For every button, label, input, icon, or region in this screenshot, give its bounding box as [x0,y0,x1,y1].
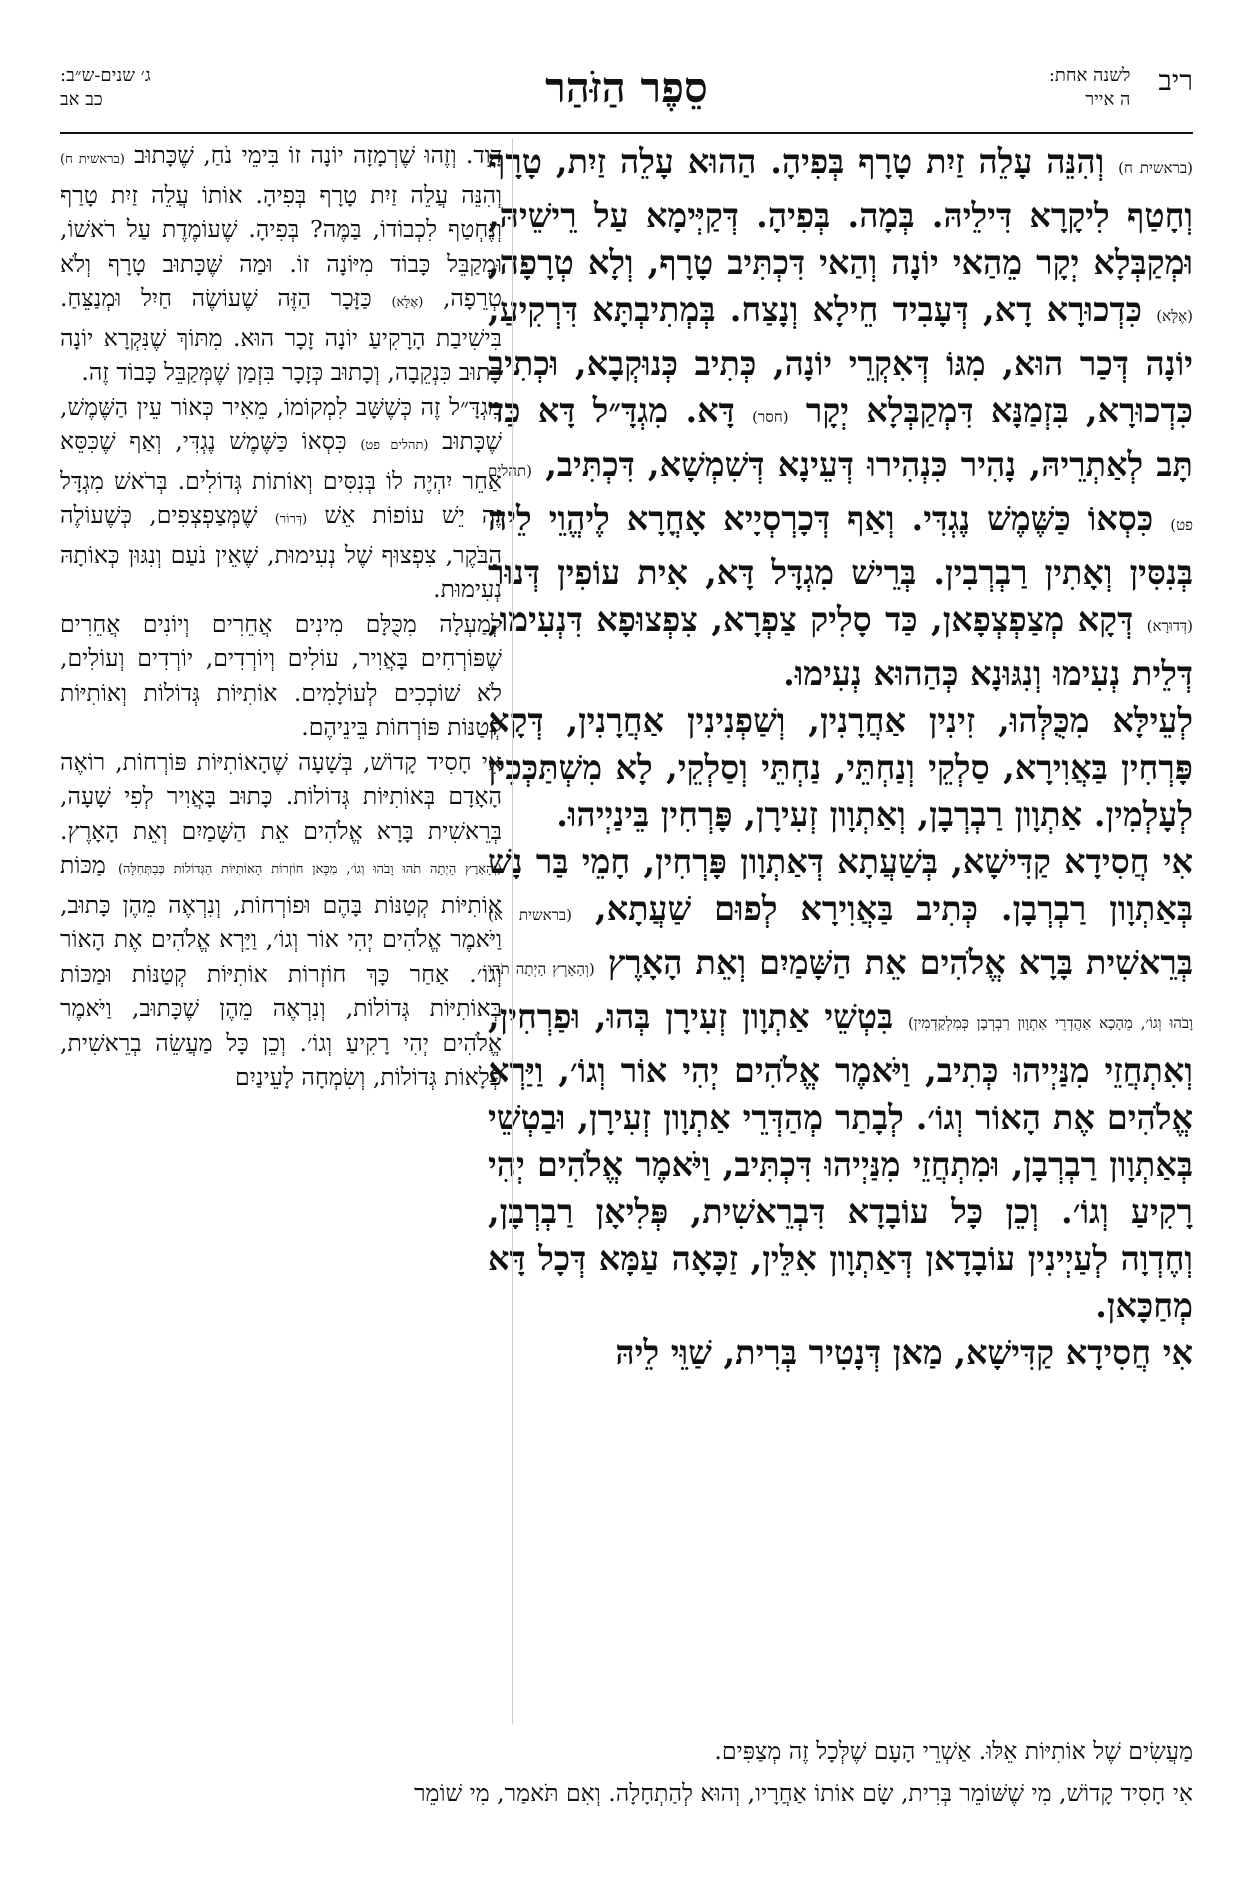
main-text: אִי חֲסִידָא קַדִּישָׁא, בְּשַׁעֲתָא דְּאַתְוָון פָּרְחִין, חָמֵי בַּר נָשׁ בְּאַתְוָון רַבְרְבָן. כְּתִיב בַּאֲוִירָא לְפוּם שַׁעֲתָא, [488,842,1193,928]
verse-reference: (חסר) [752,408,789,426]
section-name: ג׳ שנים-ש״ב: [60,65,151,86]
page-header [60,60,1193,132]
verse-reference: (תהלים פט) [488,462,1193,534]
verse-reference: (אֶלָּא) [391,295,424,310]
main-paragraph-1 [488,138,1193,697]
side-text: כַּזָּכָר הַזֶּה שֶׁעוֹשֶׂה חַיִל וּמְנַצֵּחַ. בִּישִׁיבַת הָרָקִיעַ יוֹנָה זָכָר הוּא. מִתּוֹךְ שֶׁנִּקְרָא יוֹנָה כָּתוּב כִּנְקֵבָה, וְכָתוּב כְּזָכָר בִּזְמַן שֶׁמְּקַבֵּל כָּבוֹד זֶה. [60,284,502,386]
daily-date: ה אייר [1085,89,1131,110]
verse-reference: (דְּדוּרָא) [1146,617,1193,635]
bottom-continuation [60,1730,1193,1814]
main-text: כִּדְכוּרָא דָא, דְּעָבִיד חֵילָא וְנָצַח. בְּמְתִיבְתָּא דִּרְקִיעַ, יוֹנָה דְּכַר הוּא, מִגּוֹ דְּאִקְרֵי יוֹנָה, כְּתִיב כְּנוּקְבָא, וּכְתִיב כִּדְכוּרָא, בִּזְמַנָּא דִּמְקַבְּלָא יְקָר [488,290,1193,430]
main-paragraph-3 [488,838,1193,1329]
main-text: בִּטְשֵׁי אַתְוָון זְעִירָן בְּהוּ, וּפַרְחִין, וְאִתְחֲזֵי מִנַּיְיהוּ כְּתִיב, וַיֹּאמֶר אֱלֹהִים יְהִי אוֹר וְגוֹ׳, וַיַּרְא אֱלֹהִים אֶת הָאוֹר וְגוֹ׳. לְבָתַר מְהַדְּרֵי אַתְוָון זְעִירָן, וּבַטְשֵׁי בְּאַתְוָון רַבְרְבָן, וּמִתְחֲזֵי מִנַּיְיהוּ דִּכְתִּיב, וַיֹּאמֶר אֱלֹהִים יְהִי רָקִיעַ וְגוֹ׳. וְכֵן כָּל עוֹבָדָא דִּבְרֵאשִׁית, פְּלִיאָן רַבְרְבָן, וְחֶדְוָה לְעַיְינִין עוֹבָדָאן דְּאַתְוָון אִלֵּין, זַכָּאָה עַמָּא דְּכָל דָּא מְחַכָּאן. [488,997,1193,1325]
verse-reference: (תהלים פט) [360,438,429,453]
main-text: וְהִנֵּה עָלֵה זַיִת טָרָף בְּפִיהָ. הַהוּא עָלֵה זַיִת, טָרָף וְחָטַף לִיקָרָא דִּילֵיהּ. בְּמָה. בְּפִיהָ. דְּקַיְּימָא עַל רֵישֵׁיהּ, וּמְקַבְּלָא יְקָר מֵהַאי יוֹנָה וְהַאי דִּכְתִּיב טָרָף, וְלָא טְרָפָה, [488,142,1193,282]
side-paragraph-1 [60,138,502,390]
main-text: כִּסְאוֹ כַּשֶּׁמֶשׁ נֶגְדִּי. וְאַף דְּכָרְסְיָיא אָחֳרָא לֶיהֱוֵי לֵיהּ בְּנִסִּין וְאָתִין רַבְרְבִין. בְּרֵישׁ מִגְדָּל דָּא, אִית עוֹפִין דְּנוּר [488,499,1193,592]
side-text: אִי חָסִיד קָדוֹשׁ, בְּשָׁעָה שֶׁהָאוֹתִיּוֹת פּוֹרְחוֹת, רוֹאֶה הָאָדָם בְּאוֹתִיּוֹת גְּדוֹלוֹת. כָּתוּב בָּאֲוִיר לְפִי שָׁעָה, בְּרֵאשִׁית בָּרָא אֱלֹהִים אֵת הַשָּׁמַיִם וְאֵת הָאָרֶץ. [60,747,502,845]
header-divider [60,132,1193,134]
bottom-line-2: אִי חָסִיד קָדוֹשׁ, מִי שֶׁשּׁוֹמֵר בְּרִית, שָׂם אוֹתוֹ אַחֲרָיו, וְהוּא לְהַתְחָלָה. וְאִם תֹּאמַר, מִי שׁוֹמֵר [414,1779,1193,1807]
verse-reference: (וְהָאָרֶץ הָיְתָה תֹהוּ וָבֹהוּ וְגוֹ׳, מֵהָכָא אַהֲדְרֵי אַתְוָון רַבְרְבָן כְּמִלְקַדְמִין) [488,960,1193,1032]
bottom-line-1: מַעֲשִׂים שֶׁל אוֹתִיּוֹת אֵלּוּ. אַשְׁרֵי הָעָם שֶׁלְּכָל זֶה מְצַפִּים. [714,1737,1193,1765]
main-text: דָּא. מִגְדָּ״ל דָּא כַּד תָּב לְאַתְרֵיהּ, נָהִיר כִּנְהִירוּ דְּעֵינָא דְּשִׁמְשָׁא, דִּכְתִּיב, [488,391,1193,484]
daily-label: לשנה אחת: [1048,65,1131,86]
verse-reference: (אֶלָּא) [1156,307,1193,325]
book-title: סֵפֶר הַזֹּהַר [545,63,708,112]
side-paragraph-2 [60,390,502,607]
main-text: בְּרֵאשִׁית בָּרָא אֱלֹהִים אֵת הַשָּׁמַיִם וְאֵת הָאָרֶץ [607,943,1193,982]
aramaic-main-column [488,138,1193,1724]
side-text: כִּסְאוֹ כַּשֶּׁמֶשׁ נֶגְדִּי, וְאַף שֶׁכִּסֵּא אַחֵר יִהְיֶה לוֹ בְּנִסִּים וְאוֹתוֹת גְּדוֹלִים. בְּרֹאשׁ מִגְדָּל זֶה יֵשׁ עוֹפוֹת אֵשׁ [60,427,502,529]
side-text: שֶׁמְּצַפְצְפִים, כְּשֶׁעוֹלֶה הַבֹּקֶר, צִפְצוּף שֶׁל נְעִימוּת, שֶׁאֵין נֹעַם וְנִגּוּן כְּאוֹתָהּ נְעִימוּת. [60,501,502,603]
verse-reference: (בראשית א) [488,906,573,924]
verse-reference: (בראשית ח) [60,152,125,167]
side-text: מַכּוֹת אוֹתִיּוֹת קְטַנּוֹת בָּהֶם וּפוֹרְחוֹת, וְנִרְאֶה מֵהֶן כָּתוּב, וַיֹּאמֶר אֱלֹהִים יְהִי אוֹר וְגוֹ׳, וַיַּרְא אֱלֹהִים אֶת הָאוֹר וְגוֹ׳. אַחַר כָּךְ חוֹזְרוֹת אוֹתִיּוֹת קְטַנּוֹת וּמַכּוֹת בְּאוֹתִיּוֹת גְּדוֹלוֹת, וְנִרְאֶה מֵהֶן שֶׁכָּתוּב, וַיֹּאמֶר אֱלֹהִים יְהִי רָקִיעַ וְגוֹ׳. וְכֵן כָּל מַעֲשֵׂה בְרֵאשִׁית, פְּלָאוֹת גְּדוֹלוֹת, וְשִׂמְחָה לָעֵינַיִם [60,851,502,1091]
side-paragraph-3: לְמַעְלָה מִכֻּלָּם מִינִים אֲחֵרִים וְיוֹנִים אֲחֵרִים שֶׁפּוֹרְחִים בָּאֲוִיר, עוֹלִים וְיוֹרְדִים, יוֹרְדִים וְעוֹלִים, לֹא שׁוֹכְכִים לְעוֹלָמִים. אוֹתִיּוֹת גְּדוֹלוֹת וְאוֹתִיּוֹת קְטַנּוֹת פּוֹרְחוֹת בֵּינֵיהֶם. [60,609,502,741]
verse-reference: (וְהָאָרֶץ הָיְתָה תֹהוּ וָבֹהוּ וְגוֹ׳, מִכָּאן חוֹזְרוֹת הָאוֹתִיּוֹת הַגְּדוֹלוֹת כְּבַתְּחִלָּה) [117,862,502,877]
column-divider [512,138,513,1724]
verse-reference: (דְּרוֹר) [274,512,308,527]
section-date: כב אב [60,89,103,110]
section-label [60,64,151,112]
page-number: ריב [1158,64,1193,97]
side-text: וְהִנֵּה עֲלֵה זַיִת טָרָף בְּפִיהָ. אוֹתוֹ עֲלֵה זַיִת טָרַף וְנֶחְטַף לִכְבוֹדוֹ, בַּמֶּה? בְּפִיהָ. שֶׁעוֹמֶדֶת עַל רֹאשׁוֹ, וּמְקַבֵּל כָּבוֹד מִיּוֹנָה זוֹ. וּמַה שֶּׁכָּתוּב טָרָף וְלֹא טְרֵפָה, [60,180,502,312]
side-text: מִגְדָּ״ל זֶה כְּשֶׁשָּׁב לִמְקוֹמוֹ, מֵאִיר כְּאוֹר עֵין הַשֶּׁמֶשׁ, שֶׁכָּתוּב [60,392,502,455]
side-text: דָּוִד. וְזֶהוּ שֶׁרְמָזָה יוֹנָה זוֹ בִּימֵי נֹחַ, שֶׁכָּתוּב [134,141,502,169]
main-text: דְּקָא מְצַפְצְפָאן, כַּד סָלִיק צַפְרָא, צִפְצוּפָא דִּנְעִימוּ, דְּלֵית נְעִימוּ וְנִגּוּנָא כְּהַהוּא נְעִימוּ. [488,600,1193,693]
main-paragraph-4: אִי חֲסִידָא קַדִּישָׁא, מַאן דְּנָטִיר בְּרִית, שַׁוֵּי לֵיהּ [615,1333,1193,1372]
side-paragraph-4 [60,745,502,1095]
main-paragraph-2: לְעֵילָּא מִכֻּלְּהוּ, זִינִין אַחֲרָנִין, וְשַׁפְנִינִין אַחֲרָנִין, דְּקָא פָּרְחִין בַּאֲוִירָא, סַלְקֵי וְנַחְתֵּי, נַחְתֵּי וְסַלְקֵי, לָא מִשְׁתַּכְּכִין לְעָלְמִין. אַתְוָון רַבְרְבָן, וְאַתְוָון זְעִירָן, פָּרְחִין בֵּינַיְיהוּ. [488,701,1193,834]
verse-reference: (בראשית ח) [1118,159,1193,177]
hebrew-translation-column [60,138,502,1724]
